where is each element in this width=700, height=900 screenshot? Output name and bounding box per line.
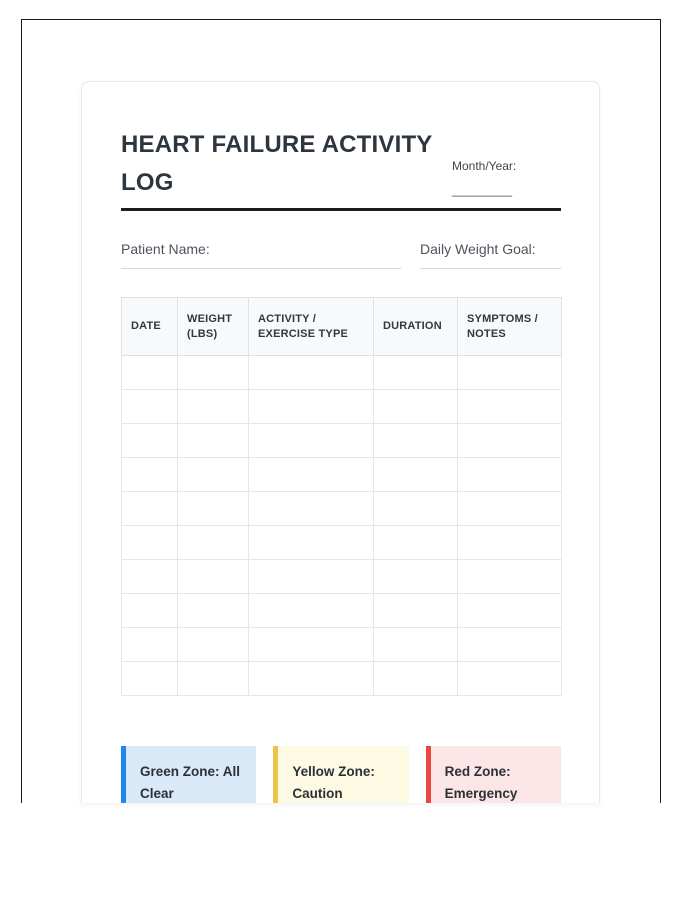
empty-cell — [374, 628, 458, 662]
empty-cell — [178, 390, 249, 424]
empty-cell — [122, 628, 178, 662]
empty-cell — [374, 424, 458, 458]
page-title: HEART FAILURE ACTIVITY LOG — [121, 131, 433, 196]
empty-cell — [178, 458, 249, 492]
table-row — [122, 356, 562, 390]
patient-name-blank-line — [121, 268, 401, 269]
empty-cell — [249, 662, 374, 696]
column-header: DATE — [122, 298, 178, 356]
empty-cell — [122, 662, 178, 696]
empty-cell — [249, 526, 374, 560]
empty-cell — [122, 492, 178, 526]
empty-cell — [178, 662, 249, 696]
empty-cell — [122, 458, 178, 492]
empty-cell — [458, 390, 562, 424]
empty-cell — [249, 560, 374, 594]
empty-cell — [458, 594, 562, 628]
empty-cell — [178, 424, 249, 458]
empty-cell — [458, 458, 562, 492]
empty-cell — [374, 492, 458, 526]
daily-weight-goal-blank-line — [420, 268, 561, 269]
empty-cell — [249, 492, 374, 526]
empty-cell — [122, 390, 178, 424]
empty-cell — [374, 356, 458, 390]
empty-cell — [122, 594, 178, 628]
empty-cell — [178, 492, 249, 526]
column-header: ACTIVITY / EXERCISE TYPE — [249, 298, 374, 356]
empty-cell — [249, 390, 374, 424]
patient-name-label: Patient Name: — [121, 241, 210, 257]
table-row — [122, 560, 562, 594]
empty-cell — [178, 356, 249, 390]
table-body — [122, 356, 562, 696]
column-header: DURATION — [374, 298, 458, 356]
empty-cell — [374, 662, 458, 696]
empty-cell — [458, 662, 562, 696]
empty-cell — [458, 526, 562, 560]
activity-log-card — [81, 81, 600, 803]
empty-cell — [458, 356, 562, 390]
table-row — [122, 424, 562, 458]
empty-cell — [178, 560, 249, 594]
table-header — [122, 298, 562, 356]
table-row — [122, 458, 562, 492]
yellow-zone-box: Yellow Zone: Caution — [273, 746, 408, 803]
empty-cell — [458, 560, 562, 594]
empty-cell — [249, 628, 374, 662]
empty-cell — [249, 424, 374, 458]
empty-cell — [458, 492, 562, 526]
empty-cell — [249, 594, 374, 628]
empty-cell — [374, 390, 458, 424]
empty-cell — [178, 628, 249, 662]
daily-weight-goal-label: Daily Weight Goal: — [420, 241, 536, 257]
table-header-row — [122, 298, 562, 356]
table-row — [122, 492, 562, 526]
table-row — [122, 390, 562, 424]
empty-cell — [374, 458, 458, 492]
month-year-label: Month/Year: — [452, 159, 517, 173]
title-divider — [121, 208, 561, 211]
empty-cell — [374, 560, 458, 594]
month-year-blank-line: _________ — [452, 183, 513, 197]
table-row — [122, 594, 562, 628]
column-header: SYMPTOMS / NOTES — [458, 298, 562, 356]
empty-cell — [178, 594, 249, 628]
table-row — [122, 526, 562, 560]
green-zone-box: Green Zone: All Clear — [121, 746, 256, 803]
empty-cell — [249, 356, 374, 390]
red-zone-box: Red Zone: Emergency — [426, 746, 561, 803]
empty-cell — [458, 424, 562, 458]
empty-cell — [249, 458, 374, 492]
empty-cell — [178, 526, 249, 560]
empty-cell — [122, 560, 178, 594]
table-row — [122, 628, 562, 662]
empty-cell — [122, 424, 178, 458]
empty-cell — [122, 526, 178, 560]
empty-cell — [458, 628, 562, 662]
empty-cell — [374, 594, 458, 628]
zone-legend — [121, 746, 561, 803]
table-row — [122, 662, 562, 696]
empty-cell — [122, 356, 178, 390]
empty-cell — [374, 526, 458, 560]
month-year-field — [452, 159, 572, 197]
activity-log-table — [121, 297, 562, 696]
column-header: WEIGHT (LBS) — [178, 298, 249, 356]
